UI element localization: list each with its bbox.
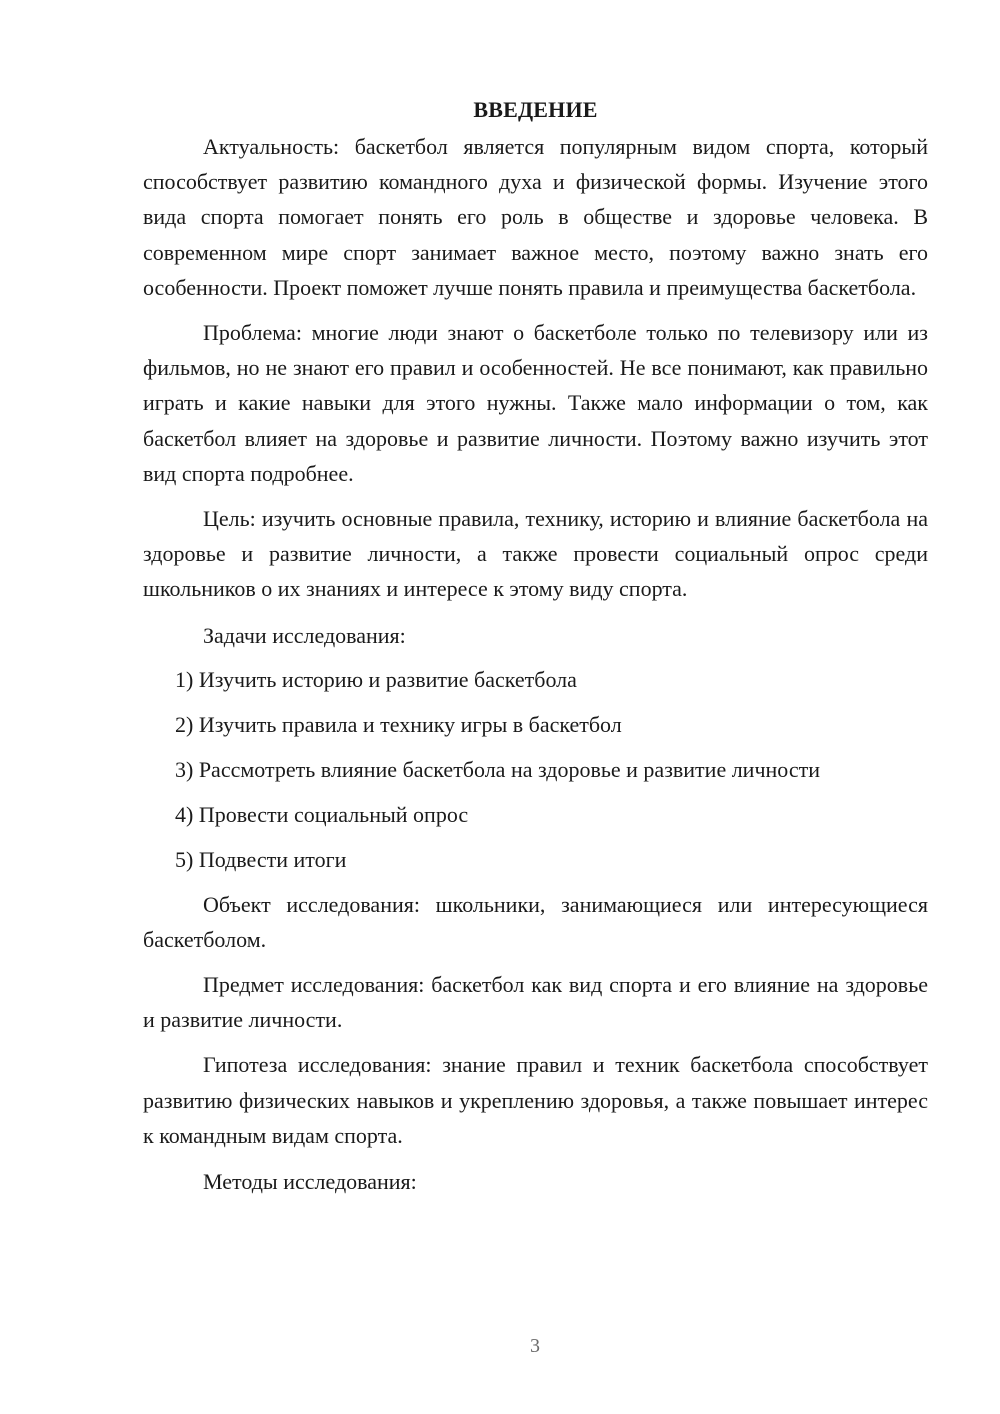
section-title: ВВЕДЕНИЕ xyxy=(473,97,598,122)
paragraph-relevance: Актуальность: баскетбол является популярным видом спорта, который способствует развитию командного духа и физической формы. Изучение этого вида спорта помогает понять его роль в обществе и здоровье человека. В современном мире спорт занимает важное место, поэтому важно знать его особенности. Проект поможет лучше понять правила и преимущества баскетбола. xyxy=(143,134,928,300)
task-item: 2) Изучить правила и технику игры в баскетбол xyxy=(175,711,622,737)
task-list xyxy=(143,662,928,877)
paragraph-hypothesis: Гипотеза исследования: знание правил и техник баскетбола способствует развитию физических навыков и укреплению здоровья, а также повышает интерес к командным видам спорта. xyxy=(143,1052,928,1148)
paragraph-problem: Проблема: многие люди знают о баскетболе только по телевизору или из фильмов, но не знают его правил и особенностей. Не все понимают, как правильно играть и какие навыки для этого нужны. Также мало информации о том, как баскетбол влияет на здоровье и развитие личности. Поэтому важно изучить этот вид спорта подробнее. xyxy=(143,320,928,486)
task-item: 3) Рассмотреть влияние баскетбола на здоровье и развитие личности xyxy=(175,756,820,782)
task-item: 5) Подвести итоги xyxy=(175,846,347,872)
page-content xyxy=(143,92,928,1199)
page-number: 3 xyxy=(530,1335,540,1357)
paragraph-object: Объект исследования: школьники, занимающиеся или интересующиеся баскетболом. xyxy=(143,891,928,952)
methods-heading: Методы исследования: xyxy=(203,1169,417,1195)
tasks-heading: Задачи исследования: xyxy=(203,622,406,648)
task-item: 1) Изучить историю и развитие баскетбола xyxy=(175,666,577,692)
paragraph-subject: Предмет исследования: баскетбол как вид спорта и его влияние на здоровье и развитие личности. xyxy=(143,972,928,1033)
task-item: 4) Провести социальный опрос xyxy=(175,801,469,827)
paragraph-goal: Цель: изучить основные правила, технику, историю и влияние баскетбола на здоровье и развитие личности, а также провести социальный опрос среди школьников о их знаниях и интересе к этому виду спорта. xyxy=(143,506,928,602)
